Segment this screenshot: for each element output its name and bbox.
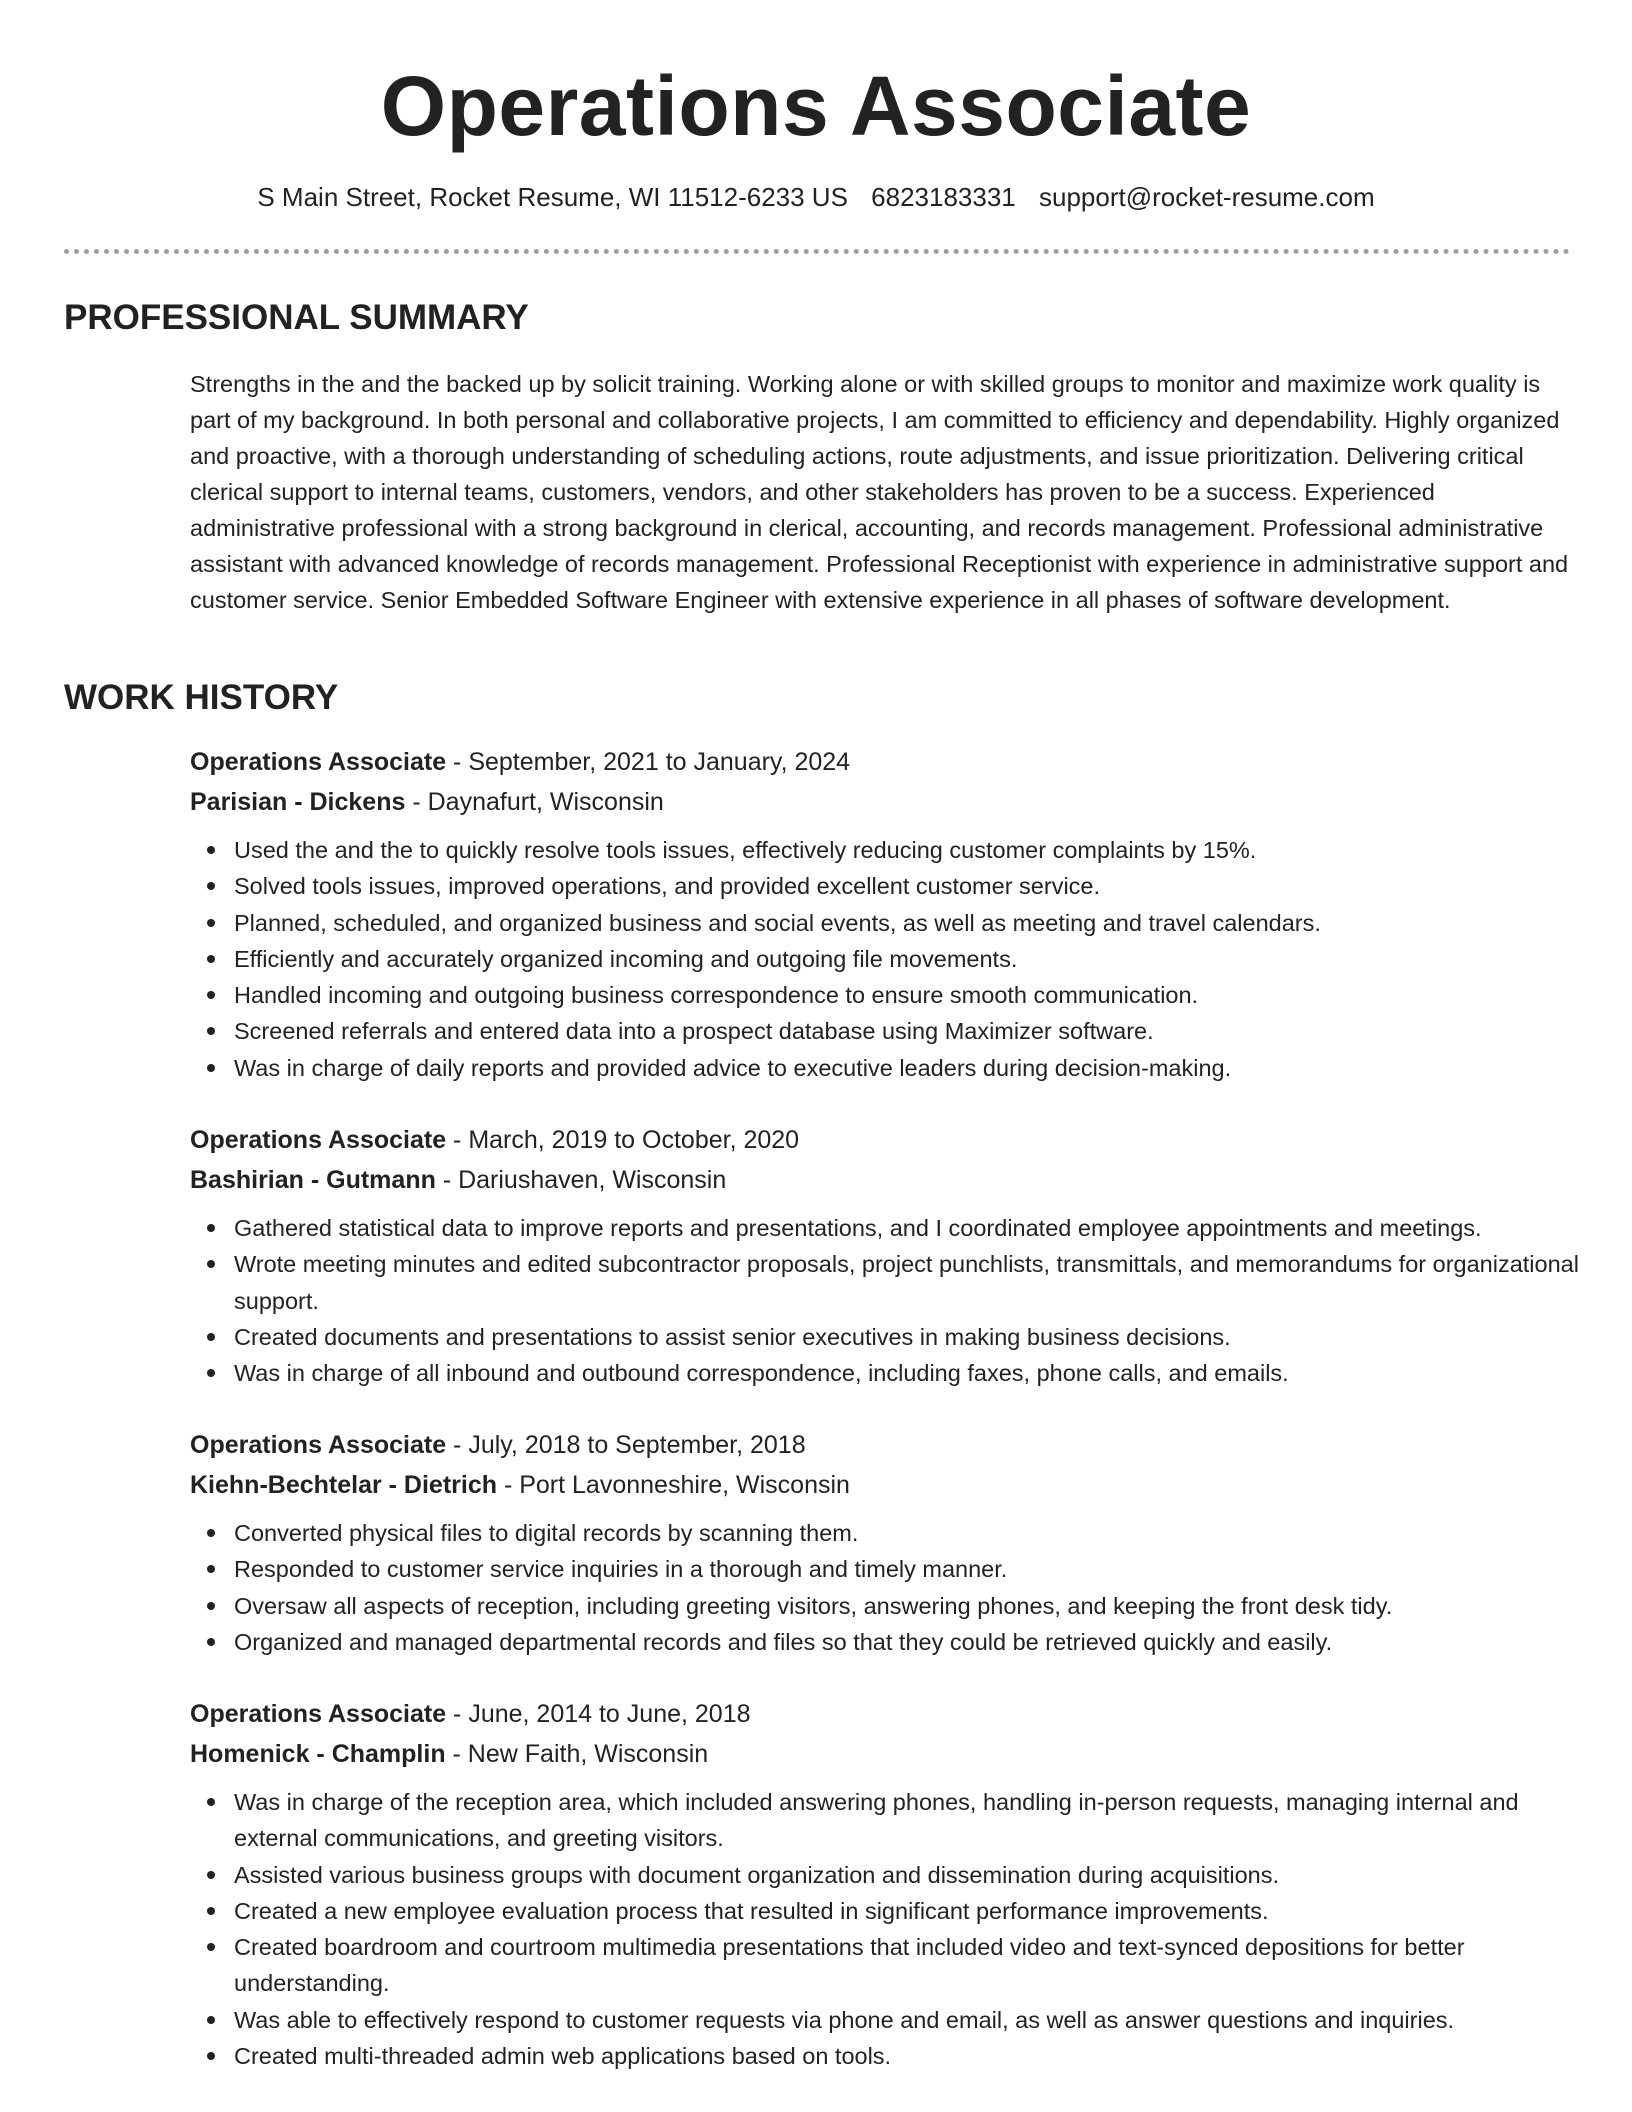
job-dates: - September, 2021 to January, 2024 [446, 748, 851, 776]
job-company: Kiehn-Bechtelar - Dietrich [190, 1471, 498, 1499]
job-role: Operations Associate [190, 1700, 447, 1728]
job-company-line [190, 1160, 1580, 1200]
job-company: Bashirian - Gutmann [190, 1166, 436, 1194]
job-bullets [190, 1515, 1580, 1660]
job-bullet: Created documents and presentations to assist senior executives in making business decisions. [190, 1319, 1580, 1355]
job-bullet: Handled incoming and outgoing business correspondence to ensure smooth communication. [190, 977, 1580, 1013]
job-bullets [190, 1784, 1580, 2074]
job-bullet: Was in charge of all inbound and outbound correspondence, including faxes, phone calls, and emails. [190, 1355, 1580, 1391]
job-company-line [190, 1734, 1580, 1774]
job-company: Homenick - Champlin [190, 1740, 446, 1768]
job-bullet: Was in charge of daily reports and provided advice to executive leaders during decision-making. [190, 1050, 1580, 1086]
job-dates: - July, 2018 to September, 2018 [446, 1431, 806, 1459]
job-bullet: Solved tools issues, improved operations, and provided excellent customer service. [190, 868, 1580, 904]
job-company-line [190, 1465, 1580, 1505]
job-bullet: Planned, scheduled, and organized business and social events, as well as meeting and travel calendars. [190, 905, 1580, 941]
job-title-line [190, 1694, 1580, 1734]
job-dates: - June, 2014 to June, 2018 [446, 1700, 751, 1728]
job-bullet: Wrote meeting minutes and edited subcontractor proposals, project punchlists, transmittals, and memorandums for organizational support. [190, 1246, 1580, 1319]
job-title-line [190, 1120, 1580, 1160]
job-company-line [190, 782, 1580, 822]
job-bullet: Gathered statistical data to improve reports and presentations, and I coordinated employee appointments and meetings. [190, 1210, 1580, 1246]
job-entry [190, 1120, 1580, 1391]
job-company: Parisian - Dickens [190, 788, 406, 816]
job-bullet: Efficiently and accurately organized incoming and outgoing file movements. [190, 941, 1580, 977]
job-bullet: Created boardroom and courtroom multimedia presentations that included video and text-synced depositions for better understanding. [190, 1929, 1580, 2002]
job-bullet: Screened referrals and entered data into a prospect database using Maximizer software. [190, 1013, 1580, 1049]
job-bullet: Used the and the to quickly resolve tools issues, effectively reducing customer complaints by 15%. [190, 832, 1580, 868]
job-bullet: Was able to effectively respond to customer requests via phone and email, as well as answer questions and inquiries. [190, 2002, 1580, 2038]
job-bullets [190, 1210, 1580, 1391]
job-location: - Daynafurt, Wisconsin [405, 788, 664, 816]
job-location: - Dariushaven, Wisconsin [435, 1166, 727, 1194]
summary-heading: PROFESSIONAL SUMMARY [64, 298, 529, 337]
job-bullet: Converted physical files to digital records by scanning them. [190, 1515, 1580, 1551]
job-dates: - March, 2019 to October, 2020 [446, 1126, 800, 1154]
resume-name: Operations Associate [380, 59, 1252, 153]
job-bullet: Organized and managed departmental records and files so that they could be retrieved quickly and easily. [190, 1624, 1580, 1660]
summary-text: Strengths in the and the backed up by solicit training. Working alone or with skilled groups to monitor and maximize work quality is part of my background. In both personal and collaborative projects, I am committed to efficiency and dependability. Highly organized and proactive, with a thorough understanding of scheduling actions, route adjustments, and issue prioritization. Delivering critical clerical support to internal teams, customers, vendors, and other stakeholders has proven to be a success. Experienced administrative professional with a strong background in clerical, accounting, and records management. Professional administrative assistant with advanced knowledge of records management. Professional Receptionist with experience in administrative support and customer service. Senior Embedded Software Engineer with extensive experience in all phases of software development. [190, 371, 1569, 613]
contact-address: S Main Street, Rocket Resume, WI 11512-6233 US [257, 182, 848, 212]
job-role: Operations Associate [190, 1126, 447, 1154]
header-divider [64, 249, 1570, 254]
work-history-heading: WORK HISTORY [64, 678, 339, 717]
job-bullet: Was in charge of the reception area, which included answering phones, handling in-person requests, managing internal and external communications, and greeting visitors. [190, 1784, 1580, 1857]
job-bullet: Assisted various business groups with document organization and dissemination during acquisitions. [190, 1857, 1580, 1893]
job-bullet: Responded to customer service inquiries in a thorough and timely manner. [190, 1551, 1580, 1587]
job-bullets [190, 832, 1580, 1086]
job-role: Operations Associate [190, 1431, 447, 1459]
job-entry [190, 1425, 1580, 1660]
contact-phone: 6823183331 [871, 182, 1016, 212]
job-entry [190, 1694, 1580, 2074]
job-bullet: Oversaw all aspects of reception, including greeting visitors, answering phones, and keeping the front desk tidy. [190, 1588, 1580, 1624]
job-location: - New Faith, Wisconsin [445, 1740, 709, 1768]
job-bullet: Created a new employee evaluation process that resulted in significant performance improvements. [190, 1893, 1580, 1929]
job-bullet: Created multi-threaded admin web applications based on tools. [190, 2038, 1580, 2074]
job-title-line [190, 742, 1580, 782]
contact-email: support@rocket-resume.com [1039, 182, 1375, 212]
job-role: Operations Associate [190, 748, 447, 776]
job-entry [190, 742, 1580, 1086]
contact-line [0, 182, 1632, 213]
job-location: - Port Lavonneshire, Wisconsin [497, 1471, 850, 1499]
job-title-line [190, 1425, 1580, 1465]
